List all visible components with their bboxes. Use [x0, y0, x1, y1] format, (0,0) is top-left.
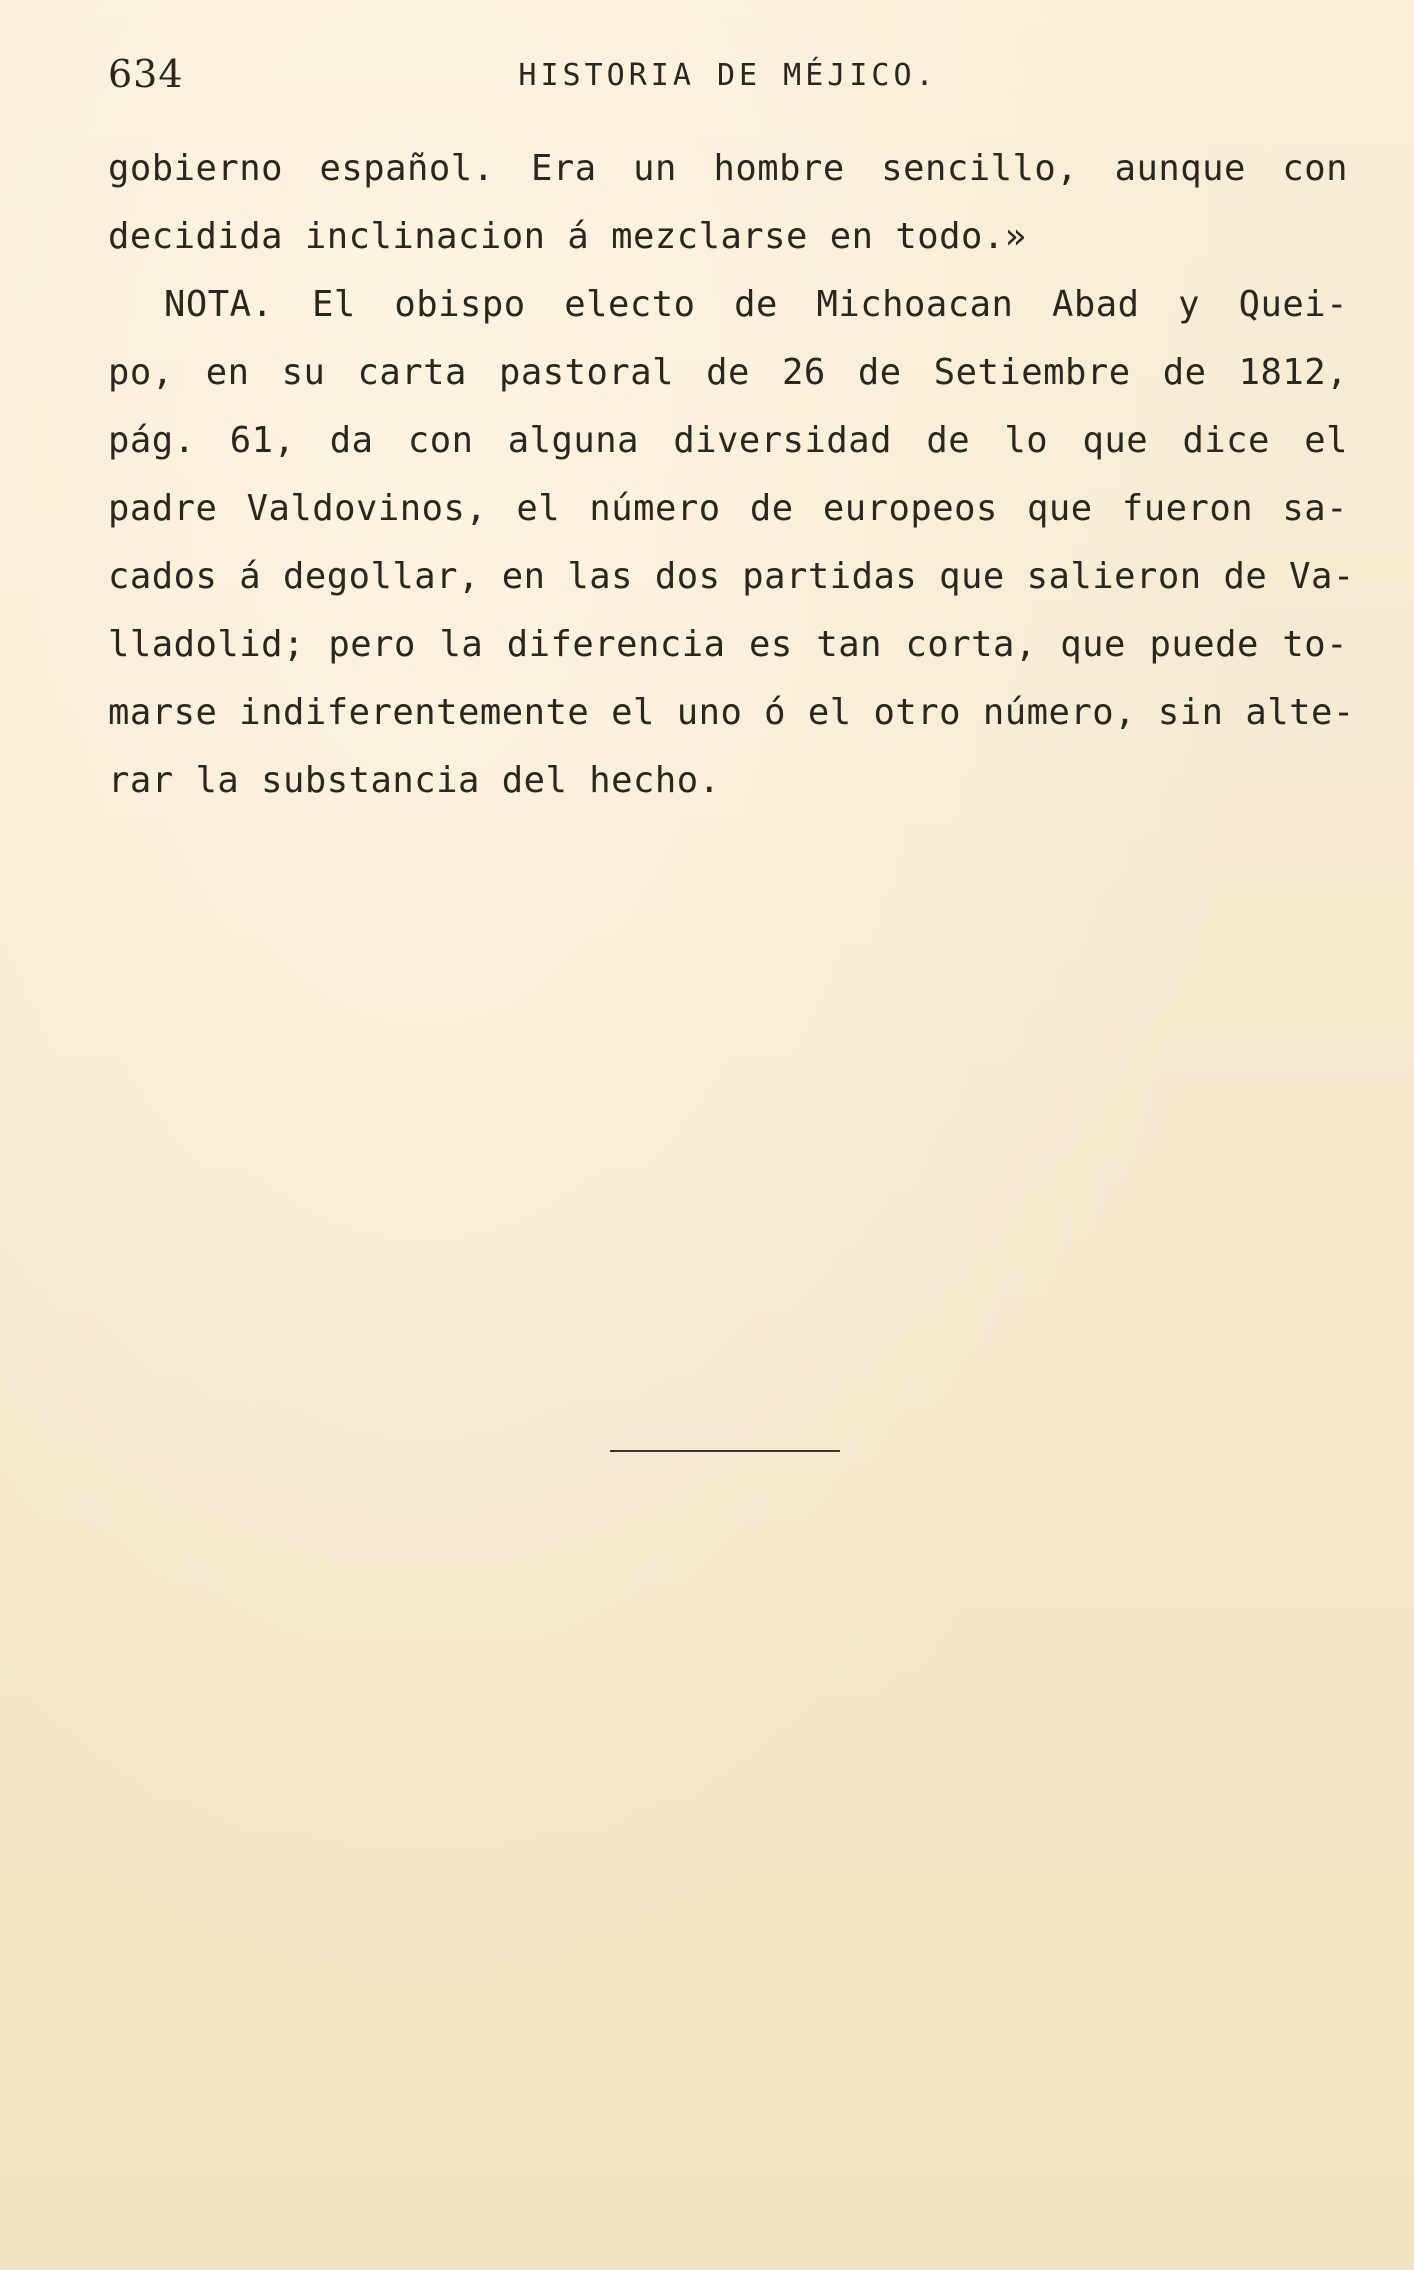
note-line: cados á degollar, en las dos partidas que salieron de Va- — [108, 556, 1355, 597]
text-line: gobierno español. Era un hombre sencillo, aunque con — [108, 148, 1348, 189]
running-head — [108, 52, 1348, 100]
note-line: marse indiferentemente el uno ó el otro número, sin alte- — [108, 692, 1355, 733]
page-number: 634 — [108, 52, 184, 96]
note-line: po, en su carta pastoral de 26 de Setiembre de 1812, — [108, 352, 1348, 393]
note-line: rar la substancia del hecho. — [108, 760, 721, 801]
note-line: NOTA. El obispo electo de Michoacan Abad y Quei- — [164, 284, 1348, 325]
note-line: pág. 61, da con alguna diversidad de lo que dice el — [108, 420, 1348, 461]
text-line: decidida inclinacion á mezclarse en todo.» — [108, 216, 1027, 257]
note-line: padre Valdovinos, el número de europeos que fueron sa- — [108, 488, 1348, 529]
running-title: HISTORIA DE MÉJICO. — [518, 58, 938, 93]
note-line: lladolid; pero la diferencia es tan corta, que puede to- — [108, 624, 1348, 665]
body-text — [108, 135, 1355, 815]
section-divider-rule — [610, 1450, 840, 1452]
